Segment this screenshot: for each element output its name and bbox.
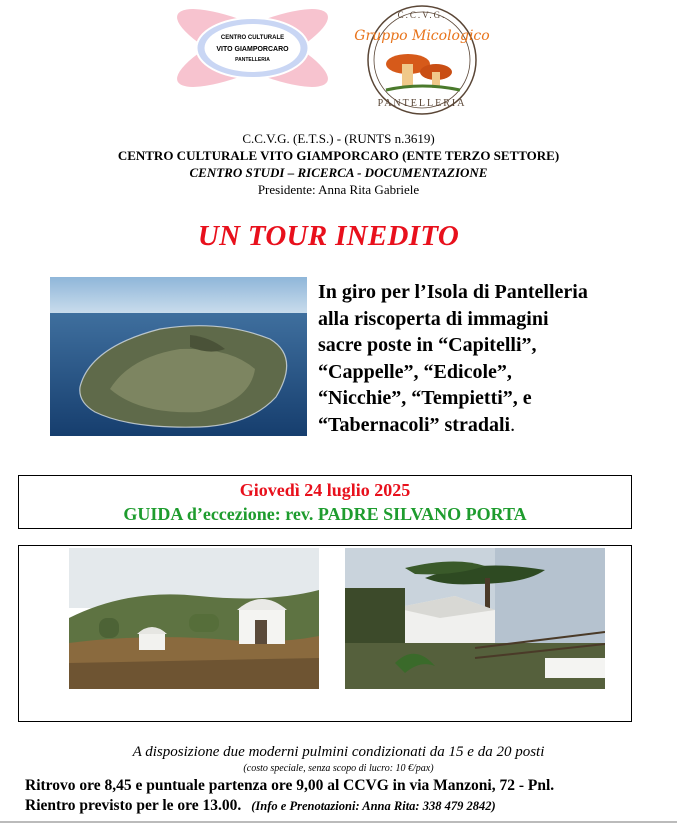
svg-text:PANTELLERIA: PANTELLERIA: [235, 57, 270, 63]
org-name: CENTRO CULTURALE VITO GIAMPORCARO (ENTE TERZO SETTORE): [117, 148, 560, 163]
intro-line: “Nicchie”, “Tempietti”, e: [318, 387, 532, 409]
island-aerial-photo: [50, 277, 307, 436]
svg-text:Gruppo Micologico: Gruppo Micologico: [354, 28, 490, 44]
page-title: UN TOUR INEDITO: [197, 220, 460, 252]
intro-line: alla riscoperta di immagini: [318, 307, 549, 330]
return-info-line: [25, 797, 665, 815]
centro-culturale-logo: [170, 4, 335, 92]
intro-text: [318, 279, 648, 438]
svg-text:PANTELLERIA: PANTELLERIA: [377, 98, 467, 109]
intro-final-punct: .: [510, 413, 516, 436]
intro-line-last: [318, 412, 648, 439]
org-president: Presidente: Anna Rita Gabriele: [257, 182, 420, 197]
chapel-photos-box: [18, 545, 632, 722]
gruppo-micologico-logo: [352, 2, 492, 118]
svg-text:VITO GIAMPORCARO: VITO GIAMPORCARO: [216, 46, 289, 53]
transport-info: A disposizione due moderni pulmini condizionati da 15 e da 20 posti: [132, 744, 545, 760]
event-guide: GUIDA d’eccezione: rev. PADRE SILVANO PORTA: [123, 504, 527, 524]
return-info: Rientro previsto per le ore 13.00.: [25, 797, 242, 814]
booking-info: (Info e Prenotazioni: Anna Rita: 338 479 2842): [251, 799, 496, 813]
meeting-info: Ritrovo ore 8,45 e puntuale partenza ore 9,00 al CCVG in via Manzoni, 72 - Pnl.: [25, 777, 555, 794]
cost-note: (costo speciale, senza scopo di lucro: 10 €/pax): [243, 763, 434, 774]
chapel-photo-1: [69, 548, 319, 689]
intro-line: “Cappelle”, “Edicole”,: [318, 360, 512, 383]
org-subtitle: CENTRO STUDI – RICERCA - DOCUMENTAZIONE: [189, 165, 488, 180]
chapel-photo-2: [345, 548, 605, 689]
intro-line: sacre poste in “Capitelli”,: [318, 334, 537, 356]
svg-text:C.C.V.G.: C.C.V.G.: [397, 10, 447, 20]
intro-line: In giro per l’Isola di Pantelleria: [318, 281, 588, 303]
org-registration: C.C.V.G. (E.T.S.) - (RUNTS n.3619): [242, 131, 435, 146]
event-date: Giovedì 24 luglio 2025: [239, 480, 411, 500]
svg-text:CENTRO CULTURALE: CENTRO CULTURALE: [220, 35, 285, 41]
event-info-box: [18, 475, 632, 529]
intro-line: “Tabernacoli” stradali: [318, 413, 511, 436]
